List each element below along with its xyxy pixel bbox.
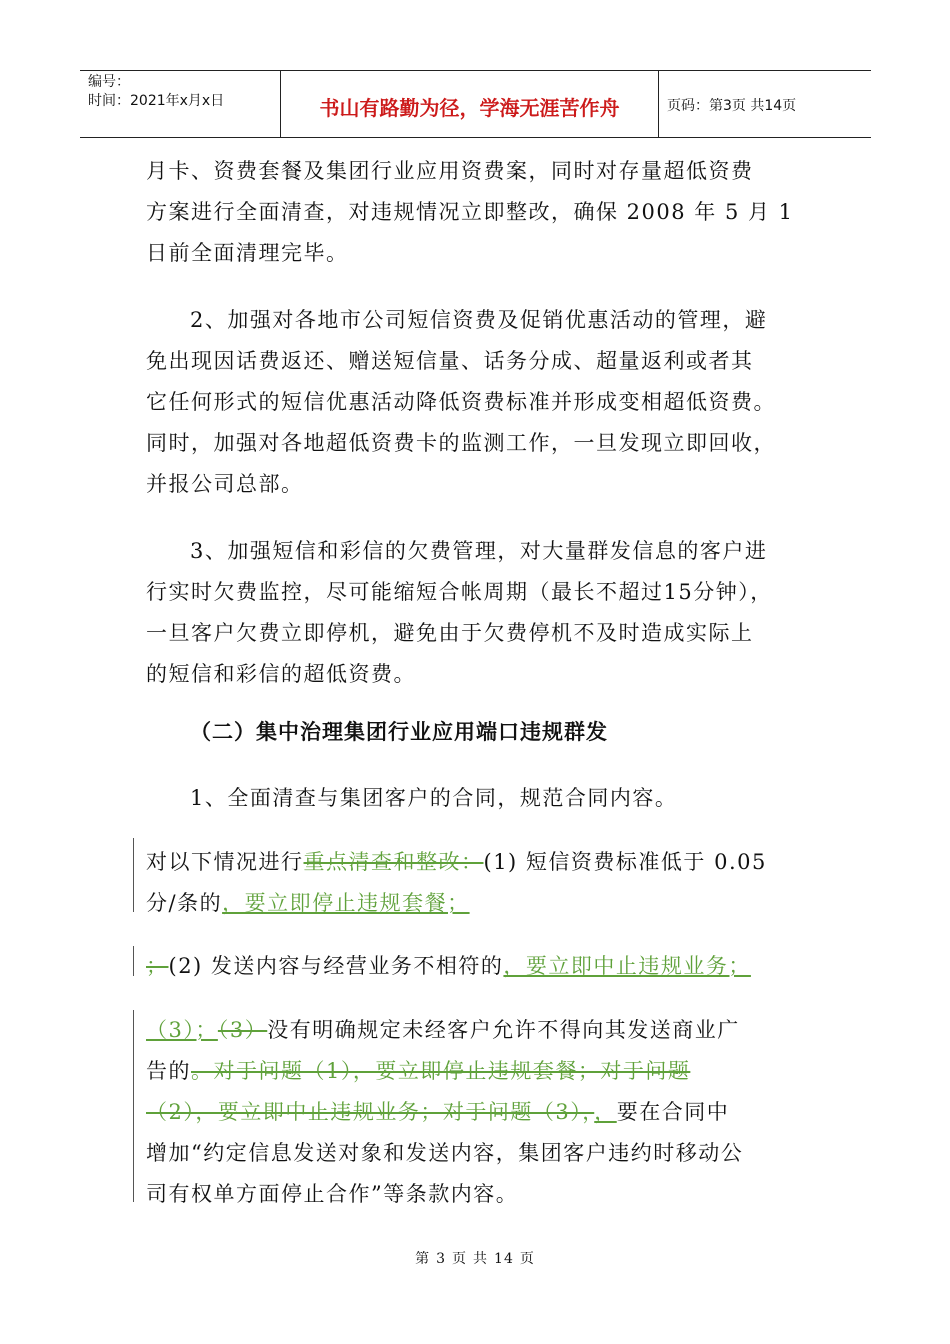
deleted-text: 重点清查和整改：: [303, 850, 484, 874]
change-bar: [133, 838, 134, 912]
deleted-text: （2），要立即中止违规业务；对于问题（3），: [146, 1100, 595, 1124]
text-run: (2) 发送内容与经营业务不相符的: [168, 954, 504, 978]
inserted-text: ，要立即停止违规套餐；: [222, 891, 470, 915]
text-line: [146, 887, 470, 917]
text-line: 增加“约定信息发送对象和发送内容，集团客户违约时移动公: [146, 1141, 744, 1165]
text-run: 对以下情况进行: [146, 850, 304, 874]
text-line: 3、加强短信和彩信的欠费管理，对大量群发信息的客户进: [190, 539, 768, 563]
text-line: 同时，加强对各地超低资费卡的监测工作，一旦发现立即回收，: [146, 431, 776, 455]
deleted-text: 。对于问题（1），要立即停止违规套餐；对于问题: [191, 1059, 691, 1083]
deleted-text: ；: [146, 954, 169, 978]
text-run: 告的: [146, 1059, 191, 1083]
text-line: 司有权单方面停止合作”等条款内容。: [146, 1182, 519, 1206]
text-line: 行实时欠费监控，尽可能缩短合帐周期（最长不超过15分钟），: [146, 580, 773, 604]
text-line: [146, 1055, 690, 1085]
inserted-text: ，要立即中止违规业务；: [503, 954, 751, 978]
header-page-info: [659, 71, 871, 137]
page-info: 页码：第3页 共14页: [667, 98, 797, 114]
time-label: 时间：2021年x月x日: [88, 93, 225, 109]
footer-text: 页: [519, 1251, 535, 1267]
footer-text: 页: [452, 1251, 468, 1267]
text-run: (1) 短信资费标准低于 0.05: [483, 850, 767, 874]
inserted-text: （3）；: [146, 1018, 218, 1042]
text-line: 月卡、资费套餐及集团行业应用资费案，同时对存量超低资费: [146, 159, 754, 183]
text-line: 方案进行全面清查，对违规情况立即整改，确保 2008 年 5 月 1: [146, 200, 794, 224]
header-motto: 书山有路勤为径，学海无涯苦作舟: [281, 71, 659, 137]
text-line: 它任何形式的短信优惠活动降低资费标准并形成变相超低资费。: [146, 390, 776, 414]
footer-text: 第: [415, 1251, 431, 1267]
text-run: 分/条的: [146, 891, 223, 915]
text-line: 的短信和彩信的超低资费。: [146, 662, 416, 686]
text-run: 没有明确规定未经客户允许不得向其发送商业广: [267, 1018, 740, 1042]
text-line: [146, 1014, 740, 1044]
text-run: 要在合同中: [616, 1100, 730, 1124]
text-line: 2、加强对各地市公司短信资费及促销优惠活动的管理，避: [190, 308, 768, 332]
page-footer: [0, 1248, 950, 1268]
text-line: [146, 846, 767, 876]
text-line: 日前全面清理完毕。: [146, 241, 349, 265]
text-line: 1、全面清查与集团客户的合同，规范合同内容。: [190, 786, 678, 810]
footer-total-pages: 14: [494, 1251, 514, 1267]
footer-text: 共: [473, 1251, 489, 1267]
change-bar: [133, 946, 134, 976]
text-line: 一旦客户欠费立即停机，避免由于欠费停机不及时造成实际上: [146, 621, 754, 645]
text-line: [146, 1096, 729, 1126]
text-line: 免出现因话费返还、赠送短信量、话务分成、超量返利或者其: [146, 349, 754, 373]
header-meta: [80, 71, 281, 137]
header-table: [80, 70, 871, 138]
text-line: 并报公司总部。: [146, 472, 304, 496]
footer-page-number: 3: [436, 1251, 447, 1267]
change-bar: [133, 1010, 134, 1202]
text-line: [146, 950, 751, 980]
inserted-text: ，: [594, 1100, 617, 1124]
section-heading: （二）集中治理集团行业应用端口违规群发: [190, 720, 608, 744]
deleted-text: （3）: [217, 1018, 268, 1042]
number-label: 编号：: [88, 74, 130, 90]
